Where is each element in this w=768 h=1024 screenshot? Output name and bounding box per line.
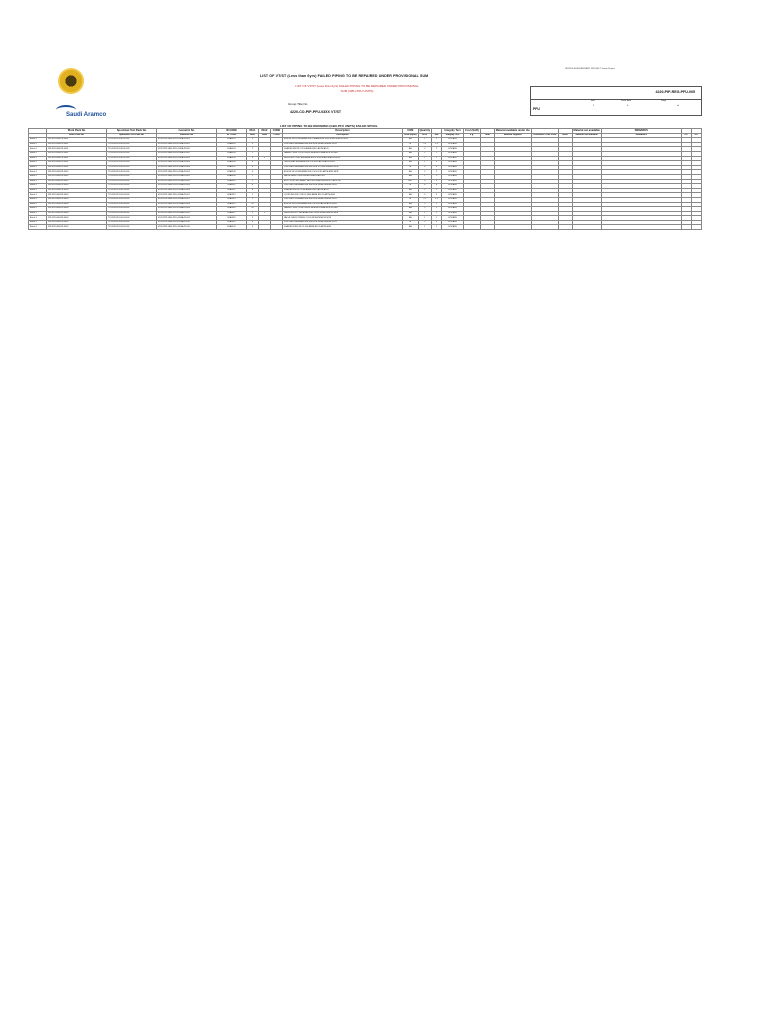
issue-value: 0 <box>627 105 629 107</box>
table-cell: REDUCER CONC BW ASME B16.9 SCH 40 ASTM A234 WPB <box>283 156 403 161</box>
table-cell: 2 <box>418 202 432 207</box>
table-cell: TP-4220-PFU-0104-002 <box>107 216 157 221</box>
company-logo-icon <box>58 68 84 94</box>
table-cell: 4220-PRP-GBU-PFU-4130A-PI-006 <box>157 188 217 193</box>
table-cell <box>464 225 481 230</box>
group-title-label: Group Title No <box>288 102 308 106</box>
header-cell: CODE <box>271 129 283 134</box>
subheader-cell: Contractor's free issue <box>532 133 557 136</box>
table-cell: EA <box>403 202 419 207</box>
subheader-cell: e.g. <box>464 133 481 138</box>
table-cell: B1A0106 <box>217 161 247 166</box>
table-cell: 4220-PRP-GBU-PFU-4110A-PI-002 <box>157 151 217 156</box>
table-cell: 1 <box>432 138 442 143</box>
table-cell: Batch-1 <box>29 202 47 207</box>
table-cell: WP-4220-SH-PR-0003 <box>47 188 107 193</box>
table-cell: TP-4220-PFU-0104-001 <box>107 207 157 212</box>
table-cell: HT-PASS <box>442 184 464 189</box>
table-cell: ELBOW 45 LR BW ASME B16.9 SCH STD ASTM A234 WPB <box>283 170 403 175</box>
table-cell: B1A0104 <box>217 151 247 156</box>
table-cell: Batch-1 <box>29 216 47 221</box>
subheader-cell: other <box>558 133 572 138</box>
table-cell: 3 <box>418 220 432 225</box>
table-cell: HT-PASS <box>442 216 464 221</box>
table-cell: 4220-PRP-GBU-PFU-4120A-PI-005 <box>157 174 217 179</box>
table-cell: M <box>403 197 419 202</box>
table-cell: WP-4220-SH-PR-0004 <box>47 211 107 216</box>
table-cell: B1A0112 <box>217 188 247 193</box>
table-cell: 4220-PRP-GBU-PFU-4140A-PI-009 <box>157 211 217 216</box>
table-cell: 4 <box>418 165 432 170</box>
table-cell: 4220-PRP-GBU-PFU-4140A-PI-008 <box>157 202 217 207</box>
register-code: 4220-PIP-REG-PFU-005 <box>655 90 695 94</box>
table-cell: B1A0117 <box>217 211 247 216</box>
table-cell: B1A0113 <box>217 193 247 198</box>
table-cell: FLANGE WN RF CL300 ASME B16.5 ASTM A105 <box>283 188 403 193</box>
table-cell: 1.5 <box>432 197 442 202</box>
table-cell: WP-4220-SH-PR-0005 <box>47 225 107 230</box>
table-cell: 4220-PRP-GBU-PFU-4110A-PI-001 <box>157 138 217 143</box>
piping-table-container <box>28 128 702 230</box>
table-cell: 3 <box>247 216 259 221</box>
table-cell: WP-4220-SH-PR-0005 <box>47 220 107 225</box>
table-cell: EA <box>403 170 419 175</box>
table-cell: PIPE SMLS BE ASME B36.10M SCH STD ASTM A106 GR B <box>283 165 403 170</box>
table-cell: WP-4220-SH-PR-0001 <box>47 151 107 156</box>
table-cell: Batch-1 <box>29 197 47 202</box>
table-cell: WP-4220-SH-PR-0002 <box>47 170 107 175</box>
table-cell: 1 <box>418 216 432 221</box>
table-cell: Batch-1 <box>29 184 47 189</box>
page-label: Page <box>661 100 667 102</box>
table-cell: M <box>403 184 419 189</box>
table-cell: PIPE SMLS BE ASME B36.10M SCH 40 ASTM A106 GR B <box>283 220 403 225</box>
page-of-label: of <box>677 105 679 107</box>
table-cell: 4220-PRP-GBU-PFU-4110A-PI-002 <box>157 147 217 152</box>
table-cell: WP-4220-SH-PR-0003 <box>47 193 107 198</box>
table-cell: TP-4220-PFU-0103-001 <box>107 188 157 193</box>
table-cell <box>601 225 681 230</box>
table-cell: 3 <box>432 193 442 198</box>
table-cell: REDUCER ECC BW ASME B16.9 SCH 40 ASTM A234 WPB <box>283 211 403 216</box>
subheader-cell: Work Pack No <box>47 133 107 138</box>
table-cell: B1A0119 <box>217 220 247 225</box>
subheader-cell: e.s. <box>681 133 691 138</box>
table-cell: 2 <box>259 211 271 216</box>
subheader-cell: CODE <box>271 133 283 138</box>
table-cell: TP-4220-PFU-0104-001 <box>107 202 157 207</box>
table-cell: EA <box>403 207 419 212</box>
table-cell: TP-4220-PFU-0102-001 <box>107 165 157 170</box>
table-cell: TP-4220-PFU-0101-003 <box>107 161 157 166</box>
table-cell: 2 <box>418 188 432 193</box>
table-cell: TP-4220-PFU-0101-002 <box>107 147 157 152</box>
table-cell: TP-4220-PFU-0103-001 <box>107 184 157 189</box>
table-cell: COUPLING FULL SW CL3000 ASME B16.11 ASTM A105 <box>283 193 403 198</box>
table-cell: TP-4220-PFU-0101-002 <box>107 151 157 156</box>
table-cell <box>480 225 494 230</box>
table-cell: B1A0101 <box>217 138 247 143</box>
table-cell: 1 <box>418 138 432 143</box>
table-cell: ELBOW 90 LR BW ASME B16.9 SEAMLESS SCH 40 ASTM A234 WPB <box>283 138 403 143</box>
header-cell: Description <box>283 129 403 134</box>
table-cell <box>572 225 601 230</box>
table-cell: B1A0108 <box>217 170 247 175</box>
table-cell: Batch-1 <box>29 151 47 156</box>
table-cell: PIPE SMLS BE ASME B36.10M SCH 40 ASTM A106 GR B <box>283 142 403 147</box>
table-cell: VALVE CHECK SWING CL150 RF ASTM A216 WCB <box>283 216 403 221</box>
subheader-cell: DIA1 <box>247 133 259 138</box>
table-cell: HT-PASS <box>442 197 464 202</box>
table-cell: 4 <box>432 165 442 170</box>
subheader-cell: Total <box>480 133 494 138</box>
table-cell: TP-4220-PFU-0103-002 <box>107 197 157 202</box>
table-cell: 1 <box>418 174 432 179</box>
table-cell: TP-4220-PFU-0101-003 <box>107 156 157 161</box>
issue-date-label: Issue date <box>621 100 632 102</box>
table-cell: WP-4220-SH-PR-0004 <box>47 202 107 207</box>
header-cell: ID CODE <box>217 129 247 134</box>
table-cell: 1 <box>247 197 259 202</box>
table-cell: 2 <box>418 207 432 212</box>
table-cell: 1 <box>418 225 432 230</box>
table-cell: TP-4220-PFU-0102-002 <box>107 179 157 184</box>
table-cell: TP-4220-PFU-0105-001 <box>107 225 157 230</box>
table-cell: Batch-1 <box>29 142 47 147</box>
subheader-cell: Material not available <box>572 133 601 138</box>
table-cell: 8 <box>247 188 259 193</box>
table-cell <box>494 225 531 230</box>
table-cell: HT-PASS <box>442 142 464 147</box>
table-cell: EA <box>403 193 419 198</box>
table-cell: Batch-1 <box>29 161 47 166</box>
table-cell: EA <box>403 151 419 156</box>
table-cell: FLANGE WN RF CL150 ASME B16.5 ASTM A105 <box>283 147 403 152</box>
divider <box>531 99 701 100</box>
table-cell: Batch-1 <box>29 211 47 216</box>
table-cell: EA <box>403 211 419 216</box>
table-cell: 4220-PRP-GBU-PFU-4120A-PI-004 <box>157 165 217 170</box>
table-cell: 1 <box>432 174 442 179</box>
table-cell <box>531 225 558 230</box>
table-cell: 4220-PRP-GBU-PFU-4110A-PI-003 <box>157 161 217 166</box>
table-cell: 1 <box>247 193 259 198</box>
table-cell: SET <box>403 179 419 184</box>
table-cell: M <box>403 220 419 225</box>
header-cell: Spoolman Test Pack No <box>107 129 157 134</box>
table-cell: B1A0118 <box>217 216 247 221</box>
subheader-cell: Description <box>283 133 403 138</box>
table-cell: 4220-PRP-GBU-PFU-4110A-PI-001 <box>157 142 217 147</box>
table-cell: Batch-1 <box>29 165 47 170</box>
table-cell: HT-PASS <box>442 174 464 179</box>
subheader-cell: UOM (input) <box>404 133 417 136</box>
table-cell: 4220-PRP-GBU-PFU-4120A-PI-004 <box>157 170 217 175</box>
table-cell: 2.5 <box>432 142 442 147</box>
table-cell: Batch-1 <box>29 188 47 193</box>
table-cell: 4 <box>418 179 432 184</box>
table-cell: HT-PASS <box>442 193 464 198</box>
table-cell: 1 <box>432 161 442 166</box>
table-cell: B1A0114 <box>217 197 247 202</box>
table-cell: 4 <box>432 179 442 184</box>
header-cell: Work Pack No <box>47 129 107 134</box>
doc-info-box <box>530 86 702 116</box>
table-cell: FLANGE BLIND RF CL150 ASME B16.5 ASTM A105 <box>283 225 403 230</box>
table-cell: HT-PASS <box>442 202 464 207</box>
subheader-cell: Integrity Test <box>442 133 464 138</box>
table-cell: 2 <box>247 147 259 152</box>
table-cell: TP-4220-PFU-0101-001 <box>107 138 157 143</box>
table-cell: WP-4220-SH-PR-0001 <box>47 142 107 147</box>
table-cell: HT-PASS <box>442 147 464 152</box>
table-cell: HT-PASS <box>442 165 464 170</box>
table-cell: HT-PASS <box>442 225 464 230</box>
table-cell: Batch-1 <box>29 193 47 198</box>
table-cell: WP-4220-SH-PR-0002 <box>47 179 107 184</box>
subheader-cell: REMARKS <box>601 133 681 138</box>
table-cell: EA <box>403 147 419 152</box>
table-cell: 1 <box>432 151 442 156</box>
table-cell: 2 <box>432 207 442 212</box>
table-cell: 2 <box>432 202 442 207</box>
subheader-cell: Spoolman Test Pack No <box>107 133 157 138</box>
table-cell: GASKET SPW CL150 SS316 WINDING GRAPHITE FILLER <box>283 151 403 156</box>
table-cell: 1 <box>418 161 432 166</box>
table-cell: 10 <box>247 202 259 207</box>
table-cell: 4 <box>247 161 259 166</box>
logo-text: Saudi Aramco <box>66 112 107 118</box>
table-cell: TP-4220-PFU-0102-002 <box>107 174 157 179</box>
table-cell: HT-PASS <box>442 156 464 161</box>
table-cell: 2 <box>418 147 432 152</box>
table-cell: HT-PASS <box>442 161 464 166</box>
subheader-cell: Isometric No <box>157 133 217 138</box>
subheader-cell: DIA2 <box>259 133 271 138</box>
table-cell: WP-4220-SH-PR-0001 <box>47 156 107 161</box>
header-cell: DIA1 <box>247 129 259 134</box>
table-cell: TP-4220-PFU-0102-001 <box>107 170 157 175</box>
table-cell: WP-4220-SH-PR-0002 <box>47 165 107 170</box>
table-cell: B1A0105 <box>217 156 247 161</box>
table-cell: EA <box>403 161 419 166</box>
table-cell: TP-4220-PFU-0103-002 <box>107 193 157 198</box>
table-row <box>29 225 702 230</box>
table-cell: 2 <box>247 151 259 156</box>
table-cell: EA <box>403 216 419 221</box>
table-cell: 2.5 <box>418 142 432 147</box>
table-cell: 1 <box>432 216 442 221</box>
table-cell: B1A0102 <box>217 142 247 147</box>
table-cell: B1A0109 <box>217 174 247 179</box>
subheader-cell: Material supplied <box>494 133 531 138</box>
table-cell <box>259 225 271 230</box>
table-cell: B1A0110 <box>217 179 247 184</box>
table-cell: 4220-PRP-GBU-PFU-4140A-PI-009 <box>157 216 217 221</box>
table-cell: HT-PASS <box>442 170 464 175</box>
table-cell: WP-4220-SH-PR-0004 <box>47 207 107 212</box>
table-cell: TP-4220-PFU-0104-002 <box>107 211 157 216</box>
table-cell: Batch-1 <box>29 179 47 184</box>
header-cell: DIA2 <box>259 129 271 134</box>
table-cell: 4220-PRP-GBU-PFU-4150A-PI-010 <box>157 220 217 225</box>
table-cell: B1A0116 <box>217 207 247 212</box>
table-cell <box>681 225 691 230</box>
table-cell: 3 <box>247 138 259 143</box>
table-cell: 4220-PRP-GBU-PFU-4130A-PI-007 <box>157 193 217 198</box>
table-cell: B1A0111 <box>217 184 247 189</box>
table-cell: 3 <box>432 220 442 225</box>
table-cell: 4220-PRP-GBU-PFU-4130A-PI-006 <box>157 184 217 189</box>
project-name: PETROLEUM REFINERY PROJECT Jazan Project <box>565 68 615 70</box>
header-cell: UOM <box>403 129 419 134</box>
table-cell: TP-4220-PFU-0101-001 <box>107 142 157 147</box>
unit-label: PFU <box>533 107 540 111</box>
table-cell: 3 <box>418 193 432 198</box>
table-cell: 3 <box>247 142 259 147</box>
header-cell: Isometric No <box>157 129 217 134</box>
table-cell <box>558 225 572 230</box>
table-cell: PIPE SMLS BE ASME B36.10M SCH 40 ASTM A106 GR B <box>283 184 403 189</box>
piping-table <box>28 128 702 230</box>
table-cell: 1 <box>418 151 432 156</box>
table-cell: BOLT STUD W/2 HEAVY HEX NUTS ASTM A193 B7 / A194 2H <box>283 179 403 184</box>
table-cell: 10 <box>247 207 259 212</box>
header-cell: Cost (SAR) <box>465 129 479 133</box>
subheader-cell: ID CODE <box>217 133 247 138</box>
table-cell: 2 <box>432 147 442 152</box>
table-cell: 2 <box>247 179 259 184</box>
document-code: 4220-CO-PIP-PFU-03XX VT/ST <box>290 110 342 114</box>
rev-value: 1 <box>593 105 595 107</box>
table-cell: B1A0103 <box>217 147 247 152</box>
table-cell: HT-PASS <box>442 207 464 212</box>
table-cell: WP-4220-SH-PR-0001 <box>47 161 107 166</box>
table-cell: M <box>403 165 419 170</box>
table-cell: ELBOW 90 LR BW ASME B16.9 SCH 40 ASTM A234 WPB <box>283 202 403 207</box>
table-cell: B1A0107 <box>217 165 247 170</box>
table-cell: 1 <box>418 211 432 216</box>
subheader-cell: w/o <box>432 133 442 138</box>
table-cell: 6 <box>432 184 442 189</box>
table-cell: 4220-PRP-GBU-PFU-4110A-PI-003 <box>157 156 217 161</box>
table-cell: WP-4220-SH-PR-0001 <box>47 147 107 152</box>
header-cell: Quantity <box>419 129 431 133</box>
table-cell <box>691 225 701 230</box>
table-cell: HT-PASS <box>442 211 464 216</box>
table-cell: Batch-1 <box>29 174 47 179</box>
table-cell: HT-PASS <box>442 220 464 225</box>
table-cell: WP-4220-SH-PR-0003 <box>47 184 107 189</box>
table-cell: Batch-1 <box>29 170 47 175</box>
table-cell: HT-PASS <box>442 138 464 143</box>
table-cell: EA <box>403 225 419 230</box>
table-cell: HT-PASS <box>442 188 464 193</box>
table-cell: M <box>403 142 419 147</box>
table-cell: 6 <box>418 184 432 189</box>
table-cell: HT-PASS <box>442 151 464 156</box>
table-cell: 4 <box>247 156 259 161</box>
document-subtitle: LIST OF VT/ST (Less than 6yrs) FAILED PIPING TO BE REPAIRED UNDER PROVISIONAL SUM (GBU-PFU UNITS) <box>295 84 419 93</box>
table-cell <box>271 225 283 230</box>
table-cell: EA <box>403 138 419 143</box>
table-cell: 2 <box>418 170 432 175</box>
table-cell: Batch-1 <box>29 156 47 161</box>
table-cell: 4 <box>247 220 259 225</box>
table-cell: TP-4220-PFU-0105-001 <box>107 220 157 225</box>
rev-label: Rev <box>591 100 595 102</box>
table-cell: EA <box>403 188 419 193</box>
subheader-cell: as-is <box>418 133 432 138</box>
section-title: LIST OF PIPING TO BE REPAIRED (GBU-PFU UNITS) FAILED SPOOL <box>280 124 378 128</box>
table-cell: 3 <box>247 211 259 216</box>
table-cell: 1.5 <box>418 197 432 202</box>
table-cell: 1 <box>432 156 442 161</box>
subheader-cell: rel. <box>691 133 701 138</box>
table-cell: TEE EQUAL BW ASME B16.9 SCH 40 ASTM A234 WPB <box>283 161 403 166</box>
header-cell: Integrity Test <box>442 129 464 134</box>
table-cell: 4 <box>247 225 259 230</box>
table-cell: 4220-PRP-GBU-PFU-4140A-PI-008 <box>157 207 217 212</box>
table-cell: 2 <box>432 188 442 193</box>
table-cell: 4220-PRP-GBU-PFU-4150A-PI-010 <box>157 225 217 230</box>
table-body <box>29 138 702 230</box>
table-cell: WP-4220-SH-PR-0001 <box>47 138 107 143</box>
table-cell: WP-4220-SH-PR-0004 <box>47 216 107 221</box>
table-cell: 1 <box>418 156 432 161</box>
table-cell: VALVE GATE CL800 SW ASTM A105 API 602 <box>283 174 403 179</box>
header-cell: Material available under the <box>495 129 530 133</box>
table-cell: Batch-1 <box>29 207 47 212</box>
table-cell: 4220-PRP-GBU-PFU-4130A-PI-007 <box>157 197 217 202</box>
table-cell: PIPE SMLS PE ASME B36.10M SCH 80 ASTM A106 GR B <box>283 197 403 202</box>
table-cell: Batch-1 <box>29 138 47 143</box>
table-cell: EA <box>403 156 419 161</box>
table-cell: GASKET SPW CL300 SS316 WINDING GRAPHITE FILLER <box>283 207 403 212</box>
table-cell: 4220-PRP-GBU-PFU-4120A-PI-005 <box>157 179 217 184</box>
table-cell: 3 <box>259 156 271 161</box>
table-cell: Batch-1 <box>29 147 47 152</box>
table-cell: Batch-1 <box>29 225 47 230</box>
document-title: LIST OF VT/ST (Less than 6yrs) FAILED PIPING TO BE REPAIRED UNDER PROVISIONAL SUM <box>260 74 429 78</box>
table-cell: WP-4220-SH-PR-0003 <box>47 197 107 202</box>
table-cell: B1A0115 <box>217 202 247 207</box>
table-cell: WP-4220-SH-PR-0002 <box>47 174 107 179</box>
header-cell: Material not available <box>573 129 600 133</box>
table-cell: 6 <box>247 170 259 175</box>
table-cell: 1 <box>432 225 442 230</box>
table-cell: Batch-1 <box>29 220 47 225</box>
table-cell: 6 <box>247 165 259 170</box>
table-cell: 1 <box>432 211 442 216</box>
table-cell: 2 <box>432 170 442 175</box>
header-cell: REMARKS <box>601 129 681 134</box>
table-cell: HT-PASS <box>442 179 464 184</box>
table-cell: 2 <box>247 174 259 179</box>
table-cell: B1A0120 <box>217 225 247 230</box>
table-cell: 8 <box>247 184 259 189</box>
table-cell: EA <box>403 174 419 179</box>
